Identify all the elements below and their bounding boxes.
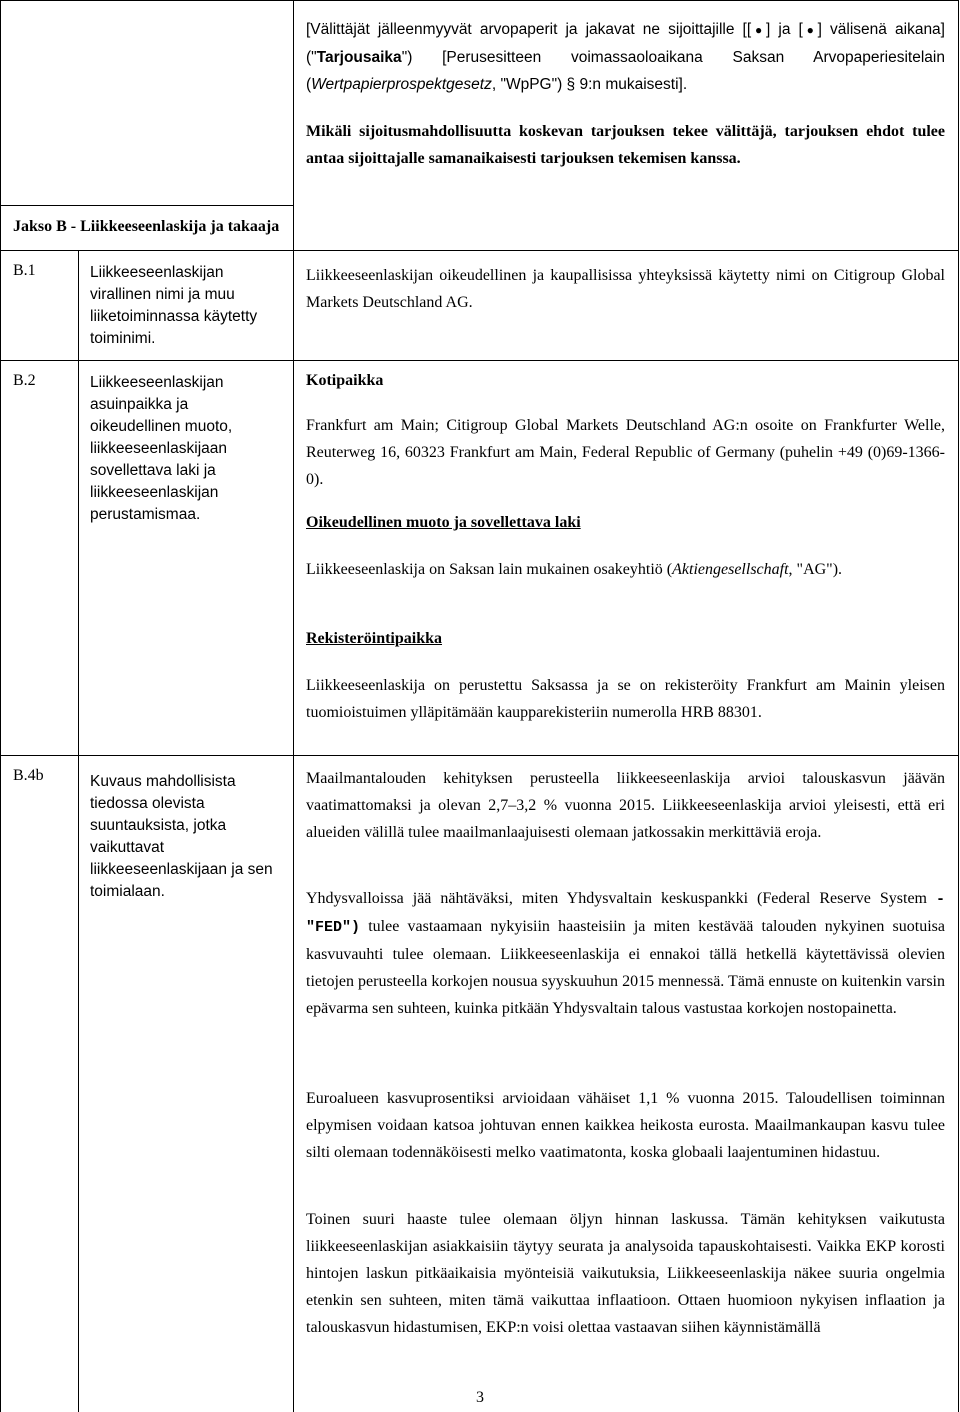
wpg-term: Wertpapierprospektgesetz <box>311 76 492 93</box>
col-divider-2 <box>293 0 294 1412</box>
section-title-top-rule <box>0 205 294 206</box>
trend-p2-a: Yhdysvalloissa jää nähtäväksi, miten Yhdysvaltain keskuspankki (Federal Reserve System <box>306 890 936 907</box>
intro-text-e: , "WpPG") § 9:n mukaisesti]. <box>491 76 688 93</box>
col-divider-1 <box>78 250 79 1412</box>
section-title: Jakso B - Liikkeeseenlaskija ja takaaja <box>13 218 280 235</box>
right-border <box>958 0 959 1412</box>
bullet-placeholder: ● <box>802 23 818 37</box>
item-desc-b2: Liikkeeseenlaskijan asuinpaikka ja oikeudellinen muoto, liikkeeseenlaskijaan sovellettava laki ja liikkeeseenlaskijan perustamismaa. <box>90 374 233 523</box>
aktiengesellschaft-term: Aktiengesellschaft <box>672 561 789 578</box>
offer-period-term: Tarjousaika <box>316 49 402 66</box>
domicile-text: Frankfurt am Main; Citigroup Global Markets Deutschland AG:n osoite on Frankfurter Welle, Reuterweg 16, 60323 Frankfurt am Main, Federal Republic of Germany (puhelin +49 (0)69-1366-0). <box>306 417 945 488</box>
legal-text-b: , "AG"). <box>788 561 843 578</box>
heading-registration: Rekisteröintipaikka <box>306 630 443 647</box>
trend-paragraph-2 <box>306 885 945 1022</box>
registration-text: Liikkeeseenlaskija on perustettu Saksassa ja se on rekisteröity Frankfurt am Mainin yleisen tuomioistuimen ylläpitämään kaupparekisteriin numerolla HRB 88301. <box>306 677 945 721</box>
trend-p2-b: tulee vastaamaan nykyisiin haasteisiin ja miten kestävää talouden nykyinen suotuisa kasvuvauhti tulee olemaan. Liikkeeseenlaskija ei ennakoi tällä hetkellä käytettävissä olevien tietojen perusteella korkojen nousua syyskuuhun 2015 mennessä. Tämä ennuste on kuitenkin varsin epävarma sen suhteen, kuinka pitkään Yhdysvaltain talous vastustaa korkojen nostopainetta. <box>306 918 945 1017</box>
top-border <box>0 0 959 1</box>
item-desc-b1: Liikkeeseenlaskijan virallinen nimi ja muu liiketoiminnassa käytetty toiminimi. <box>90 264 258 347</box>
row-rule-b4b-top <box>0 755 959 756</box>
intro-paragraph-2: Mikäli sijoitusmahdollisuutta koskevan tarjouksen tekee välittäjä, tarjouksen ehdot tulee antaa sijoittajalle samanaikaisesti tarjouksen tekemisen kanssa. <box>306 123 945 167</box>
trend-paragraph-1: Maailmantalouden kehityksen perusteella liikkeeseenlaskija arvioi talouskasvun jäävän vaatimattomaksi ja olevan 2,7–3,2 % vuonna 2015. Liikkeeseenlaskija arvioi yleisesti, että eri alueiden välillä tulee maailmanlaajuisesti olemaan jatkossakin merkittäviä eroja. <box>306 770 945 841</box>
item-desc-b4b: Kuvaus mahdollisista tiedossa olevista suuntauksista, jotka vaikuttavat liikkeeseenlaskijaan ja sen toimialaan. <box>90 773 273 900</box>
trend-paragraph-3: Euroalueen kasvuprosentiksi arvioidaan vähäiset 1,1 % vuonna 2015. Taloudellisen toiminnan elpymisen voidaan katsoa johtuvan ennen kaikkea heikosta eurosta. Maailmankaupan kasvu tulee silti olemaan todennäköisesti melko vaatimatonta, koska globaali laajentuminen hidastuu. <box>306 1090 945 1161</box>
legal-text-a: Liikkeeseenlaskija on Saksan lain mukainen osakeyhtiö ( <box>306 561 673 578</box>
item-code-b1: B.1 <box>13 262 36 279</box>
fed-term: - "FED") <box>306 891 945 936</box>
item-code-b2: B.2 <box>13 372 36 389</box>
intro-text-d: ") [Perusesitteen voimassaoloaikana Saksan Arvopaperiesitelain ( <box>306 49 945 93</box>
intro-paragraph-1 <box>306 16 945 98</box>
left-border <box>0 0 1 1412</box>
legal-form-text <box>306 556 945 583</box>
bullet-placeholder: ● <box>751 23 766 37</box>
page-number: 3 <box>476 1389 484 1406</box>
intro-text-c: ] välisenä aikana] (" <box>306 21 945 66</box>
item-code-b4b: B.4b <box>13 767 44 784</box>
row-rule-b2-top <box>0 360 959 361</box>
trend-paragraph-4: Toinen suuri haaste tulee olemaan öljyn hinnan laskussa. Tämän kehityksen vaikutusta liikkeeseenlaskijan asiakkaisiin täytyy seurata ja analysoida tapauskohtaisesti. Vaikka EKP korosti hintojen laskun pitkäaikaisia myönteisiä vaikutuksia, Liikkeeseenlaskija näkee suuria ongelmia etenkin sen suhteen, miten tämä vaikuttaa inflaatioon. Ottaen huomioon nykyisen inflaation ja talouskasvun hidastumisen, EKP:n voisi olettaa vastaavan siihen käynnistämällä <box>306 1211 945 1336</box>
intro-text-b: ] ja [ <box>765 21 803 38</box>
item-text-b1: Liikkeeseenlaskijan oikeudellinen ja kaupallisissa yhteyksissä käytetty nimi on Citigroup Global Markets Deutschland AG. <box>306 267 945 311</box>
row-rule-b1-top <box>0 250 959 251</box>
heading-legal-form: Oikeudellinen muoto ja sovellettava laki <box>306 514 581 531</box>
heading-domicile: Kotipaikka <box>306 372 384 389</box>
intro-text-a: [Välittäjät jälleenmyyvät arvopaperit ja jakavat ne sijoittajille [[ <box>306 21 752 38</box>
